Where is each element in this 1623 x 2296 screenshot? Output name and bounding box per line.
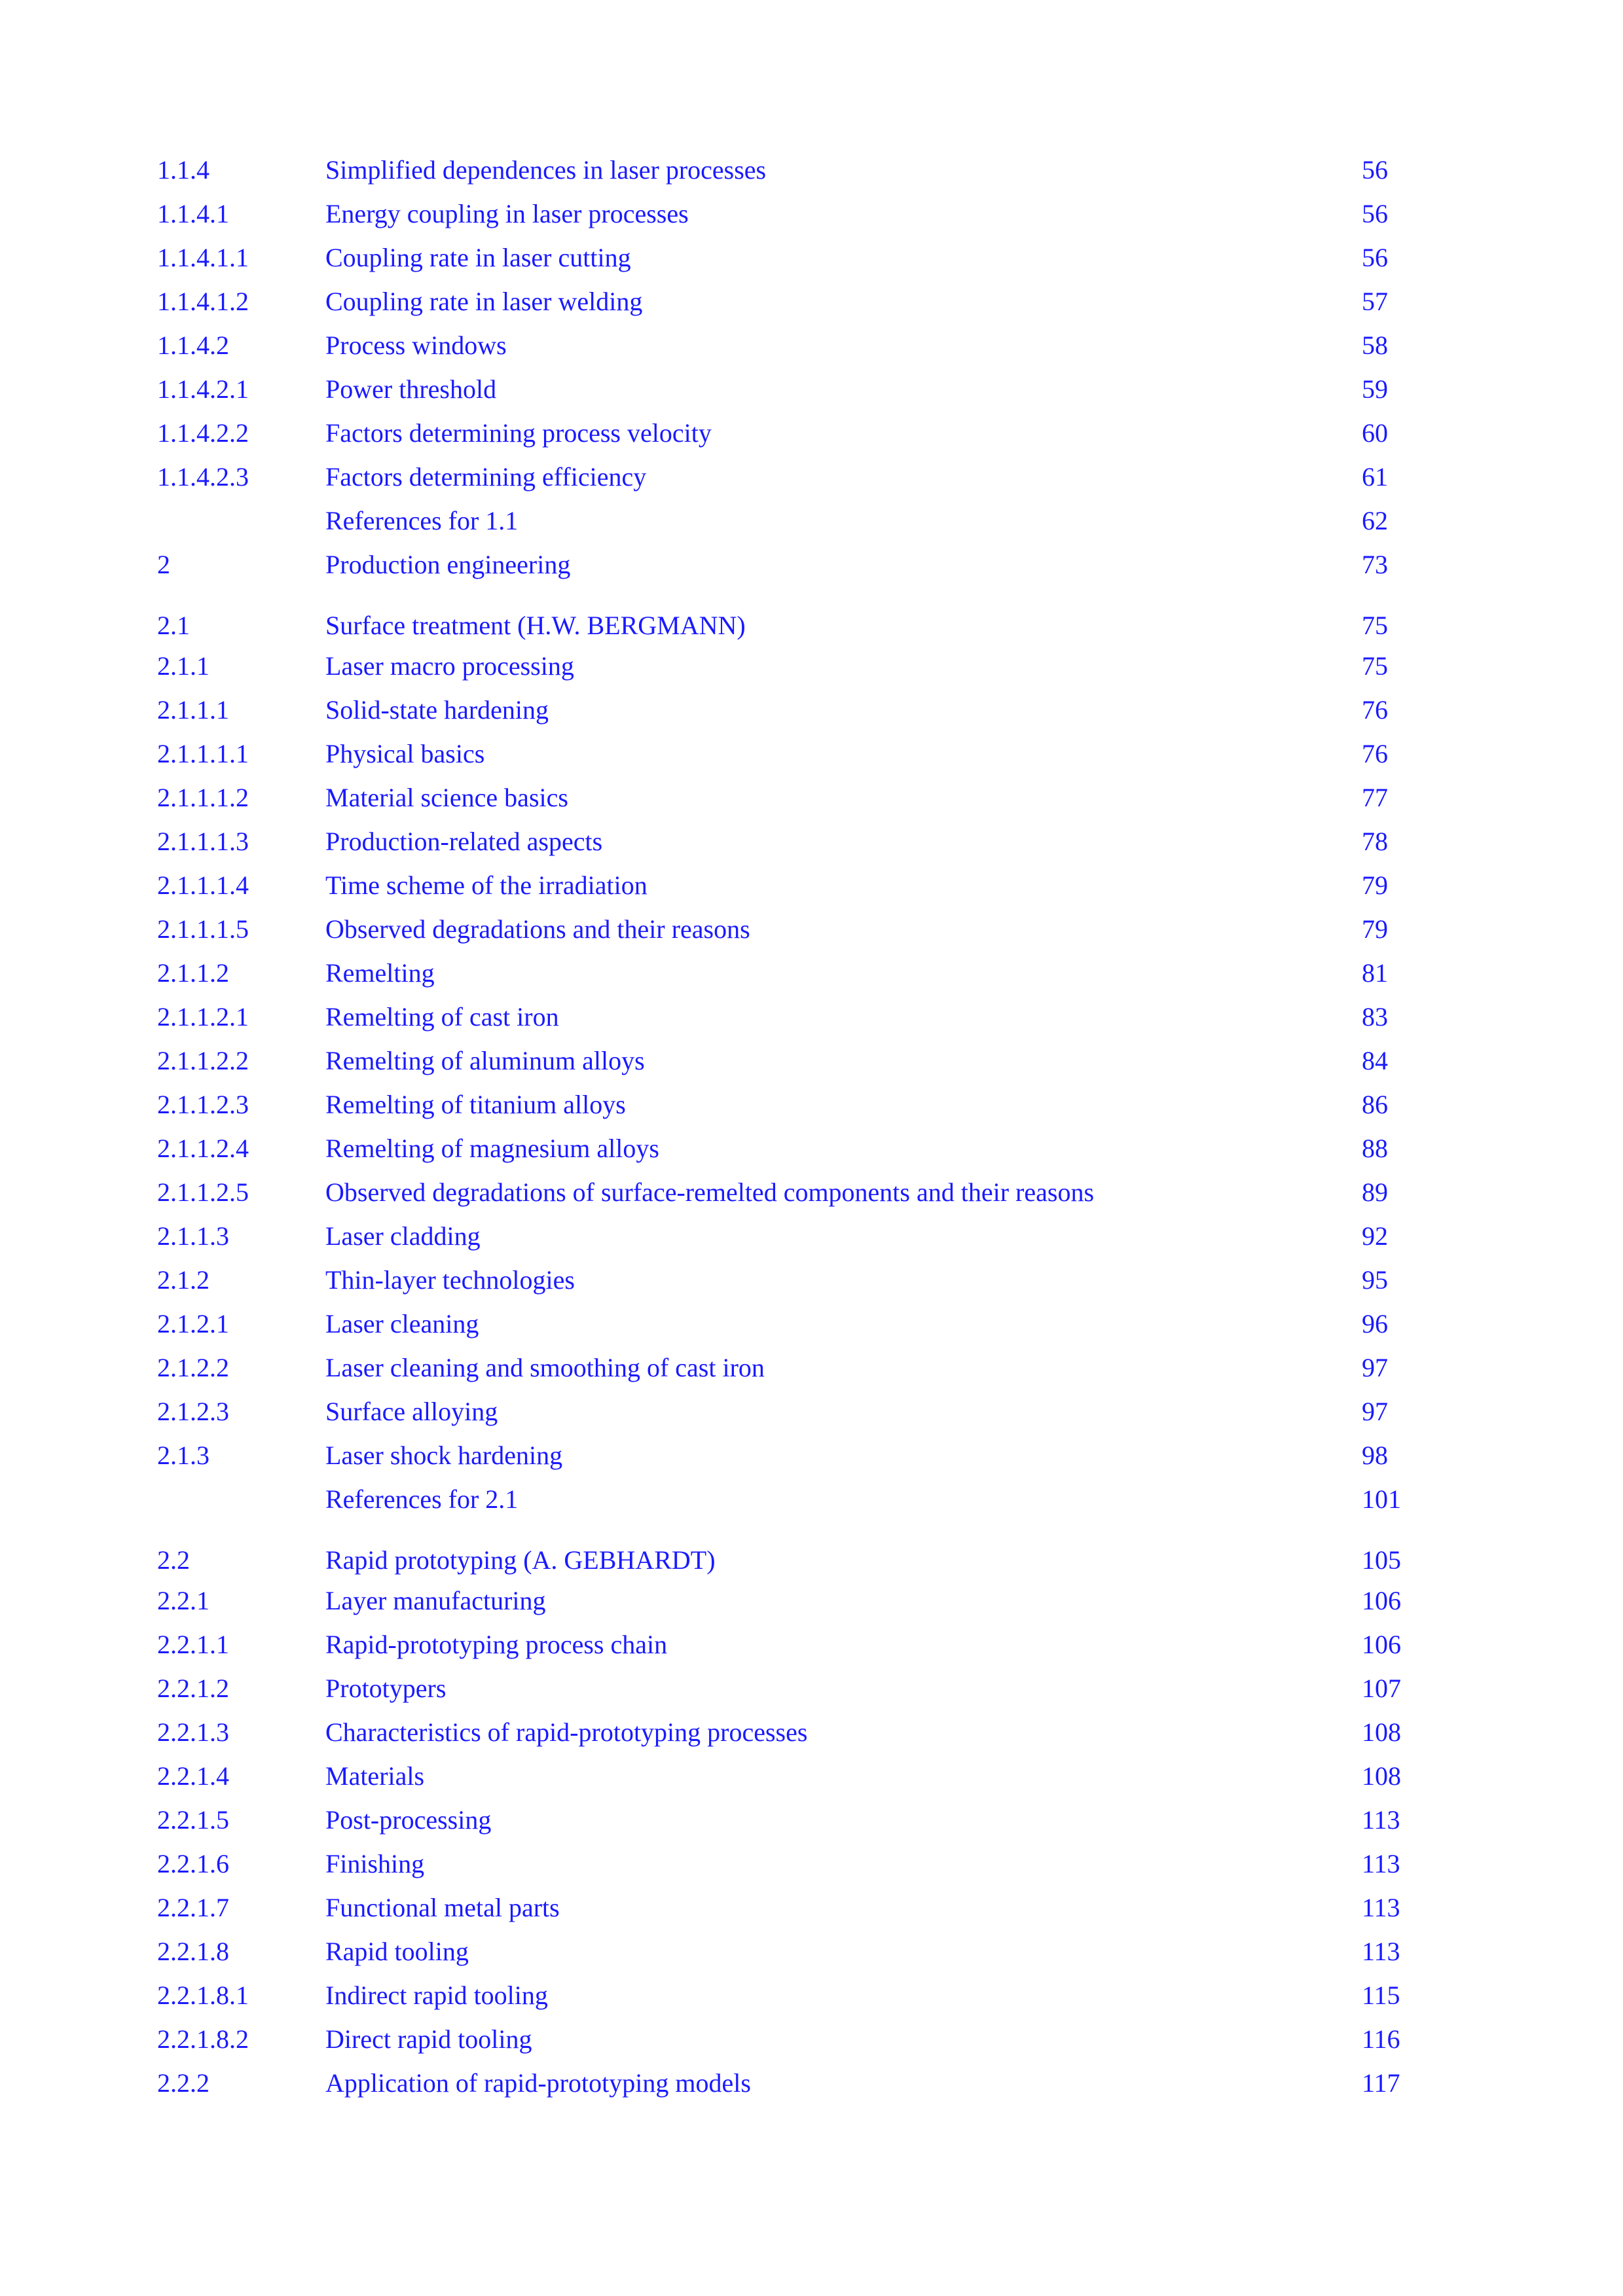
toc-entry-title[interactable]: Rapid prototyping (A. GEBHARDT) [325, 1545, 716, 1575]
toc-entry-number: 2.2.1.3 [157, 1717, 229, 1747]
toc-entry-page[interactable]: 62 [1362, 506, 1388, 535]
toc-entry[interactable] [0, 822, 1623, 861]
toc-entry-number: 2.2.1.6 [157, 1849, 229, 1878]
toc-entry-title[interactable]: Application of rapid-prototyping models [325, 2068, 751, 2098]
toc-entry[interactable] [0, 606, 1623, 645]
toc-entry-page[interactable]: 116 [1362, 2024, 1400, 2054]
toc-entry-title[interactable]: Remelting [325, 958, 435, 988]
toc-entry-page[interactable]: 108 [1362, 1717, 1401, 1747]
toc-entry-number: 2.2.1.8.2 [157, 2024, 249, 2054]
toc-entry-title[interactable]: Time scheme of the irradiation [325, 870, 647, 900]
toc-entry-number: 1.1.4.2.2 [157, 418, 249, 448]
toc-entry-title[interactable]: Energy coupling in laser processes [325, 199, 689, 228]
toc-entry[interactable] [0, 647, 1623, 686]
toc-entry-title[interactable]: Laser cleaning [325, 1309, 479, 1338]
toc-entry-number: 2.1.1.1.4 [157, 870, 249, 900]
toc-entry[interactable] [0, 2064, 1623, 2103]
toc-entry[interactable] [0, 194, 1623, 234]
toc-entry[interactable] [0, 1348, 1623, 1388]
toc-entry-title[interactable]: Laser shock hardening [325, 1441, 563, 1470]
toc-entry-title[interactable]: Surface alloying [325, 1397, 498, 1426]
toc-entry[interactable] [0, 1304, 1623, 1344]
toc-entry[interactable] [0, 501, 1623, 541]
toc-entry[interactable] [0, 1932, 1623, 1971]
toc-entry-title[interactable]: Physical basics [325, 739, 485, 768]
toc-entry-number: 2.1.1.1.3 [157, 827, 249, 856]
toc-entry[interactable] [0, 326, 1623, 365]
toc-entry[interactable] [0, 1392, 1623, 1431]
toc-entry-page[interactable]: 113 [1362, 1937, 1400, 1966]
toc-entry-page[interactable]: 98 [1362, 1441, 1388, 1470]
toc-entry-number: 2.2.1 [157, 1586, 210, 1615]
toc-entry-page[interactable]: 58 [1362, 331, 1388, 360]
toc-entry-number: 2.1.1 [157, 651, 210, 681]
toc-entry-number: 2.1.1.2.2 [157, 1046, 249, 1075]
toc-entry-page[interactable]: 75 [1362, 651, 1388, 681]
toc-entry[interactable] [0, 954, 1623, 993]
toc-entry[interactable] [0, 1129, 1623, 1168]
toc-entry-number: 2.1.1.1 [157, 695, 229, 725]
toc-entry-number: 2.1.1.1.5 [157, 914, 249, 944]
toc-entry-page[interactable]: 81 [1362, 958, 1388, 988]
toc-entry-page[interactable]: 78 [1362, 827, 1388, 856]
toc-entry-page[interactable]: 89 [1362, 1177, 1388, 1207]
toc-entry-page[interactable]: 86 [1362, 1090, 1388, 1119]
toc-entry-page[interactable]: 76 [1362, 695, 1388, 725]
toc-entry-number: 2.2.2 [157, 2068, 210, 2098]
toc-entry-number: 1.1.4.1 [157, 199, 229, 228]
toc-entry-page[interactable]: 56 [1362, 155, 1388, 185]
toc-entry-number: 2.2.1.7 [157, 1893, 229, 1922]
toc-entry[interactable] [0, 1801, 1623, 1840]
toc-entry-title[interactable]: References for 2.1 [325, 1484, 519, 1514]
toc-entry-number: 2.1.2.3 [157, 1397, 229, 1426]
toc-entry-number: 2.2.1.8.1 [157, 1981, 249, 2010]
toc-entry-title[interactable]: Power threshold [325, 374, 497, 404]
toc-entry-page[interactable]: 84 [1362, 1046, 1388, 1075]
toc-entry-title[interactable]: Rapid-prototyping process chain [325, 1630, 668, 1659]
toc-entry-page[interactable]: 56 [1362, 199, 1388, 228]
toc-entry[interactable] [0, 734, 1623, 774]
toc-entry-page[interactable]: 113 [1362, 1849, 1400, 1878]
toc-entry-page[interactable]: 77 [1362, 783, 1388, 812]
toc-entry-number: 2 [157, 550, 170, 579]
toc-entry-title[interactable]: Production-related aspects [325, 827, 603, 856]
toc-entry-page[interactable]: 92 [1362, 1221, 1388, 1251]
toc-entry-title[interactable]: Post-processing [325, 1805, 492, 1835]
toc-entry-title[interactable]: Observed degradations and their reasons [325, 914, 750, 944]
toc-entry-title[interactable]: Functional metal parts [325, 1893, 560, 1922]
toc-entry[interactable] [0, 414, 1623, 453]
toc-entry-title[interactable]: Laser cleaning and smoothing of cast iron [325, 1353, 765, 1382]
toc-entry-title[interactable]: Remelting of cast iron [325, 1002, 559, 1031]
toc-entry-title[interactable]: Process windows [325, 331, 507, 360]
toc-entry[interactable] [0, 691, 1623, 730]
toc-entry-number: 2.1.1.1.2 [157, 783, 249, 812]
toc-entry-title[interactable]: Remelting of aluminum alloys [325, 1046, 645, 1075]
toc-entry[interactable] [0, 997, 1623, 1037]
toc-entry-number: 2.2.1.5 [157, 1805, 229, 1835]
toc-entry-page[interactable]: 76 [1362, 739, 1388, 768]
toc-entry-page[interactable]: 101 [1362, 1484, 1401, 1514]
toc-entry-number: 1.1.4.2.3 [157, 462, 249, 492]
toc-entry[interactable] [0, 910, 1623, 949]
toc-entry[interactable] [0, 1480, 1623, 1519]
toc-entry-page[interactable]: 88 [1362, 1134, 1388, 1163]
toc-entry-page[interactable]: 97 [1362, 1397, 1388, 1426]
toc-entry-title[interactable]: Indirect rapid tooling [325, 1981, 548, 2010]
toc-entry[interactable] [0, 1713, 1623, 1752]
toc-entry-page[interactable]: 106 [1362, 1630, 1401, 1659]
toc-entry-title[interactable]: Remelting of titanium alloys [325, 1090, 626, 1119]
toc-entry-title[interactable]: Characteristics of rapid-prototyping processes [325, 1717, 808, 1747]
toc-entry-number: 2.1 [157, 611, 190, 640]
toc-entry-page[interactable]: 73 [1362, 550, 1388, 579]
toc-entry[interactable] [0, 1976, 1623, 2015]
toc-entry[interactable] [0, 1436, 1623, 1475]
toc-entry-title[interactable]: Materials [325, 1761, 425, 1791]
toc-entry-title[interactable]: Coupling rate in laser cutting [325, 243, 631, 272]
toc-entry-number: 2.1.1.2.5 [157, 1177, 249, 1207]
toc-entry[interactable] [0, 370, 1623, 409]
toc-entry-page[interactable]: 117 [1362, 2068, 1400, 2098]
toc-entry[interactable] [0, 151, 1623, 190]
toc-entry-title[interactable]: Production engineering [325, 550, 571, 579]
toc-entry-number: 2.1.1.2.1 [157, 1002, 249, 1031]
toc-entry-number: 2.2.1.8 [157, 1937, 229, 1966]
toc-entry[interactable] [0, 1085, 1623, 1124]
toc-entry-number: 2.1.1.2.3 [157, 1090, 249, 1119]
toc-entry-number: 2.2.1.1 [157, 1630, 229, 1659]
toc-entry-title[interactable]: Thin-layer technologies [325, 1265, 575, 1295]
toc-entry-number: 1.1.4.2 [157, 331, 229, 360]
toc-entry-title[interactable]: Factors determining process velocity [325, 418, 712, 448]
toc-entry-title[interactable]: Rapid tooling [325, 1937, 469, 1966]
toc-entry-title[interactable]: Surface treatment (H.W. BERGMANN) [325, 611, 746, 640]
toc-entry-number: 2.1.3 [157, 1441, 210, 1470]
toc-entry[interactable] [0, 1669, 1623, 1708]
toc-entry[interactable] [0, 1173, 1623, 1212]
toc-entry-page[interactable]: 60 [1362, 418, 1388, 448]
toc-entry-number: 2.1.1.1.1 [157, 739, 249, 768]
toc-entry-title[interactable]: Simplified dependences in laser processes [325, 155, 767, 185]
toc-entry-page[interactable]: 115 [1362, 1981, 1400, 2010]
toc-entry-number: 2.1.2 [157, 1265, 210, 1295]
toc-entry-page[interactable]: 79 [1362, 870, 1388, 900]
toc-entry-title[interactable]: Factors determining efficiency [325, 462, 647, 492]
toc-entry[interactable] [0, 866, 1623, 905]
toc-entry[interactable] [0, 1844, 1623, 1884]
toc-entry-title[interactable]: Material science basics [325, 783, 568, 812]
toc-entry[interactable] [0, 457, 1623, 497]
toc-entry-page[interactable]: 59 [1362, 374, 1388, 404]
toc-entry-title[interactable]: Direct rapid tooling [325, 2024, 532, 2054]
toc-entry-page[interactable]: 56 [1362, 243, 1388, 272]
toc-entry-page[interactable]: 83 [1362, 1002, 1388, 1031]
toc-entry-page[interactable]: 96 [1362, 1309, 1388, 1338]
toc-entry-number: 2.2.1.2 [157, 1674, 229, 1703]
toc-entry[interactable] [0, 238, 1623, 278]
toc-entry-title[interactable]: References for 1.1 [325, 506, 519, 535]
toc-entry-number: 2.1.1.2.4 [157, 1134, 249, 1163]
toc-entry-number: 2.1.2.1 [157, 1309, 229, 1338]
toc-entry[interactable] [0, 1581, 1623, 1621]
toc-entry-page[interactable]: 113 [1362, 1805, 1400, 1835]
toc-entry[interactable] [0, 2020, 1623, 2059]
toc-entry-title[interactable]: Remelting of magnesium alloys [325, 1134, 659, 1163]
toc-entry-page[interactable]: 106 [1362, 1586, 1401, 1615]
toc-entry-title[interactable]: Laser cladding [325, 1221, 481, 1251]
toc-entry-page[interactable]: 75 [1362, 611, 1388, 640]
toc-entry[interactable] [0, 778, 1623, 817]
toc-entry[interactable] [0, 1217, 1623, 1256]
toc-entry-page[interactable]: 107 [1362, 1674, 1401, 1703]
toc-entry[interactable] [0, 1541, 1623, 1580]
toc-entry-title[interactable]: Observed degradations of surface-remelted components and their reasons [325, 1177, 1095, 1207]
toc-entry-title[interactable]: Coupling rate in laser welding [325, 287, 643, 316]
toc-entry-number: 1.1.4 [157, 155, 210, 185]
toc-entry-page[interactable]: 57 [1362, 287, 1388, 316]
toc-entry-number: 2.2.1.4 [157, 1761, 229, 1791]
toc-entry-title[interactable]: Layer manufacturing [325, 1586, 546, 1615]
toc-entry-title[interactable]: Solid-state hardening [325, 695, 549, 725]
toc-entry-page[interactable]: 108 [1362, 1761, 1401, 1791]
toc-entry-title[interactable]: Laser macro processing [325, 651, 574, 681]
toc-entry[interactable] [0, 1888, 1623, 1928]
toc-entry-page[interactable]: 97 [1362, 1353, 1388, 1382]
toc-entry-page[interactable]: 105 [1362, 1545, 1401, 1575]
toc-entry-title[interactable]: Finishing [325, 1849, 425, 1878]
toc-entry[interactable] [0, 1757, 1623, 1796]
toc-entry-page[interactable]: 113 [1362, 1893, 1400, 1922]
toc-entry-page[interactable]: 95 [1362, 1265, 1388, 1295]
toc-entry[interactable] [0, 1261, 1623, 1300]
toc-entry-page[interactable]: 61 [1362, 462, 1388, 492]
toc-entry-number: 1.1.4.1.2 [157, 287, 249, 316]
toc-entry[interactable] [0, 1625, 1623, 1664]
toc-entry[interactable] [0, 282, 1623, 321]
toc-entry-number: 2.1.2.2 [157, 1353, 229, 1382]
toc-entry-number: 2.1.1.3 [157, 1221, 229, 1251]
toc-entry-page[interactable]: 79 [1362, 914, 1388, 944]
toc-entry[interactable] [0, 545, 1623, 584]
toc-entry-number: 2.1.1.2 [157, 958, 229, 988]
toc-entry-number: 1.1.4.2.1 [157, 374, 249, 404]
toc-entry-number: 2.2 [157, 1545, 190, 1575]
toc-entry-number: 1.1.4.1.1 [157, 243, 249, 272]
toc-entry[interactable] [0, 1041, 1623, 1081]
toc-entry-title[interactable]: Prototypers [325, 1674, 447, 1703]
